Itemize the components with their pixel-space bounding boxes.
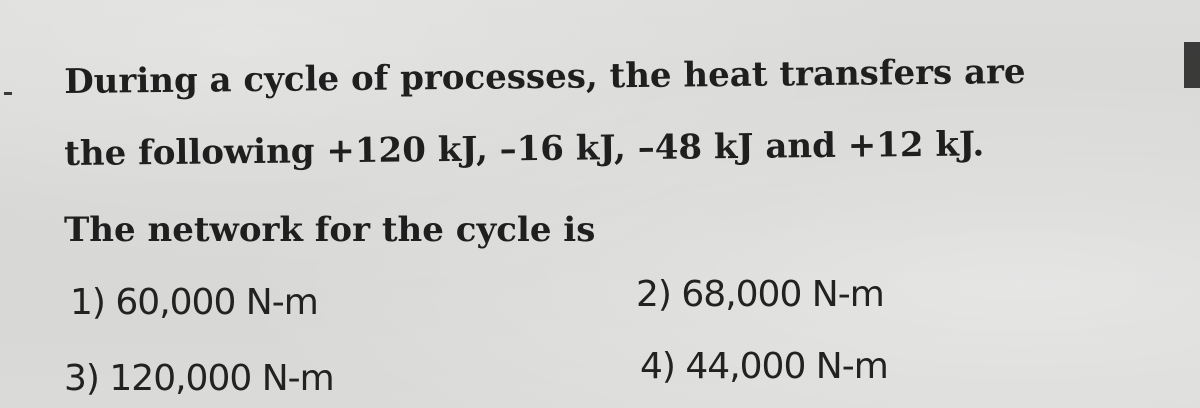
option-1: 1) 60,000 N-m xyxy=(70,282,318,323)
option-4: 4) 44,000 N-m xyxy=(640,346,888,387)
question-line-1: During a cycle of processes, the heat transfers are xyxy=(64,51,1026,102)
page-edge-shadow xyxy=(1184,42,1200,88)
margin-mark xyxy=(4,92,12,95)
option-3: 3) 120,000 N-m xyxy=(64,358,334,399)
question-line-3: The network for the cycle is xyxy=(64,210,596,250)
question-line-2: the following +120 kJ, –16 kJ, –48 kJ and +12 kJ. xyxy=(64,124,985,174)
option-2: 2) 68,000 N-m xyxy=(636,274,884,315)
